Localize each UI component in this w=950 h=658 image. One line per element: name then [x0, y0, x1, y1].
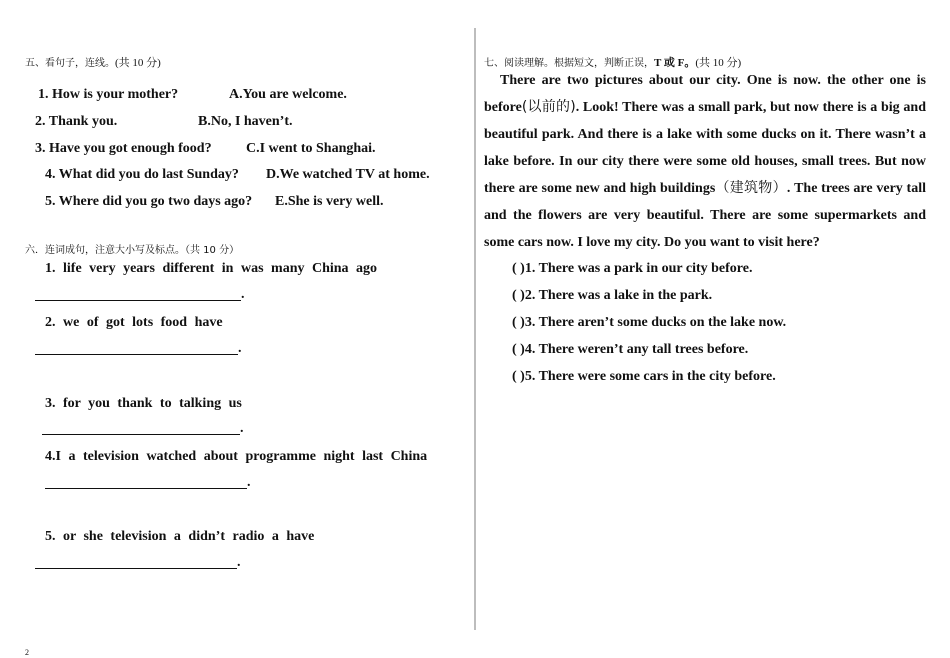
- blank-period-3: .: [240, 421, 244, 436]
- match-question-4: 4. What did you do last Sunday?: [45, 167, 239, 182]
- section6-score: （共 10 分）: [185, 245, 240, 256]
- statement-1: 1. There was a park in our city before.: [524, 261, 753, 276]
- passage-gloss-before: (以前的): [521, 99, 576, 115]
- answer-bracket-2[interactable]: ( ): [512, 288, 525, 303]
- answer-blank-1[interactable]: [35, 300, 241, 301]
- answer-blank-4[interactable]: [45, 488, 247, 489]
- statement-4: 4. There weren’t any tall trees before.: [524, 342, 749, 357]
- true-false-item-4: [512, 342, 748, 358]
- page-number: 2: [25, 648, 29, 657]
- scrambled-sentence-3: 3. for you thank to talking us: [45, 396, 242, 411]
- match-question-1: 1. How is your mother?: [38, 87, 179, 102]
- section6-header: [25, 241, 239, 256]
- statement-2: 2. There was a lake in the park.: [524, 288, 713, 303]
- section5-title: 五、看句子，连线。: [25, 58, 115, 69]
- passage-part-2: . Look! There was a small park, but now there is a big and beautiful park. And there is a lake with some ducks on it. There wasn’t a lake before. In our city there were some old houses, small trees. But now there are some new and high buildings: [484, 100, 926, 196]
- passage-gloss-buildings: （建筑物）: [715, 180, 787, 196]
- statement-5: 5. There were some cars in the city before.: [524, 369, 776, 384]
- true-false-item-3: [512, 315, 786, 331]
- match-answer-c: C.I went to Shanghai.: [246, 141, 376, 156]
- blank-period-5: .: [237, 555, 241, 570]
- blank-period-2: .: [238, 341, 242, 356]
- section5-header: [25, 54, 161, 70]
- match-answer-b: B.No, I haven’t.: [198, 114, 293, 129]
- scrambled-sentence-1: 1. life very years different in was many China ago: [45, 261, 378, 276]
- section7-tf-label: T 或 F。: [654, 57, 696, 69]
- true-false-item-5: [512, 369, 776, 385]
- match-question-5: 5. Where did you go two days ago?: [45, 194, 253, 209]
- match-answer-d: D.We watched TV at home.: [266, 167, 430, 182]
- match-question-2: 2. Thank you.: [35, 114, 118, 129]
- answer-blank-3[interactable]: [42, 434, 240, 435]
- match-answer-e: E.She is very well.: [275, 194, 384, 209]
- passage-part-3: . The trees are very tall and the flowers are very beautiful. There are some supermarkets and some cars now. I love my city. Do you want to visit here?: [484, 181, 926, 250]
- answer-bracket-1[interactable]: ( ): [512, 261, 525, 276]
- answer-bracket-3[interactable]: ( ): [512, 315, 525, 330]
- statement-3: 3. There aren’t some ducks on the lake now.: [524, 315, 787, 330]
- passage-part-1: There are two pictures about our city. One is now. the other one is before: [484, 73, 926, 115]
- reading-passage: [484, 67, 926, 256]
- match-question-3: 3. Have you got enough food?: [35, 141, 212, 156]
- scrambled-sentence-4: 4.I a television watched about programme night last China: [45, 449, 428, 464]
- column-divider: [474, 28, 476, 630]
- section7-title: 七、阅读理解。根据短文，判断正误，: [484, 58, 654, 69]
- match-answer-a: A.You are welcome.: [229, 87, 347, 102]
- answer-bracket-5[interactable]: ( ): [512, 369, 525, 384]
- answer-blank-2[interactable]: [35, 354, 238, 355]
- true-false-item-1: [512, 261, 752, 277]
- answer-blank-5[interactable]: [35, 568, 237, 569]
- true-false-item-2: [512, 288, 712, 304]
- section6-title: 六．连词成句，注意大小写及标点。: [25, 245, 185, 256]
- answer-bracket-4[interactable]: ( ): [512, 342, 525, 357]
- section7-score: (共 10 分): [695, 57, 742, 69]
- blank-period-1: .: [241, 287, 245, 302]
- blank-period-4: .: [247, 475, 251, 490]
- scrambled-sentence-2: 2. we of got lots food have: [45, 315, 223, 330]
- scrambled-sentence-5: 5. or she television a didn’t radio a have: [45, 529, 315, 544]
- section5-score: (共 10 分): [115, 57, 161, 69]
